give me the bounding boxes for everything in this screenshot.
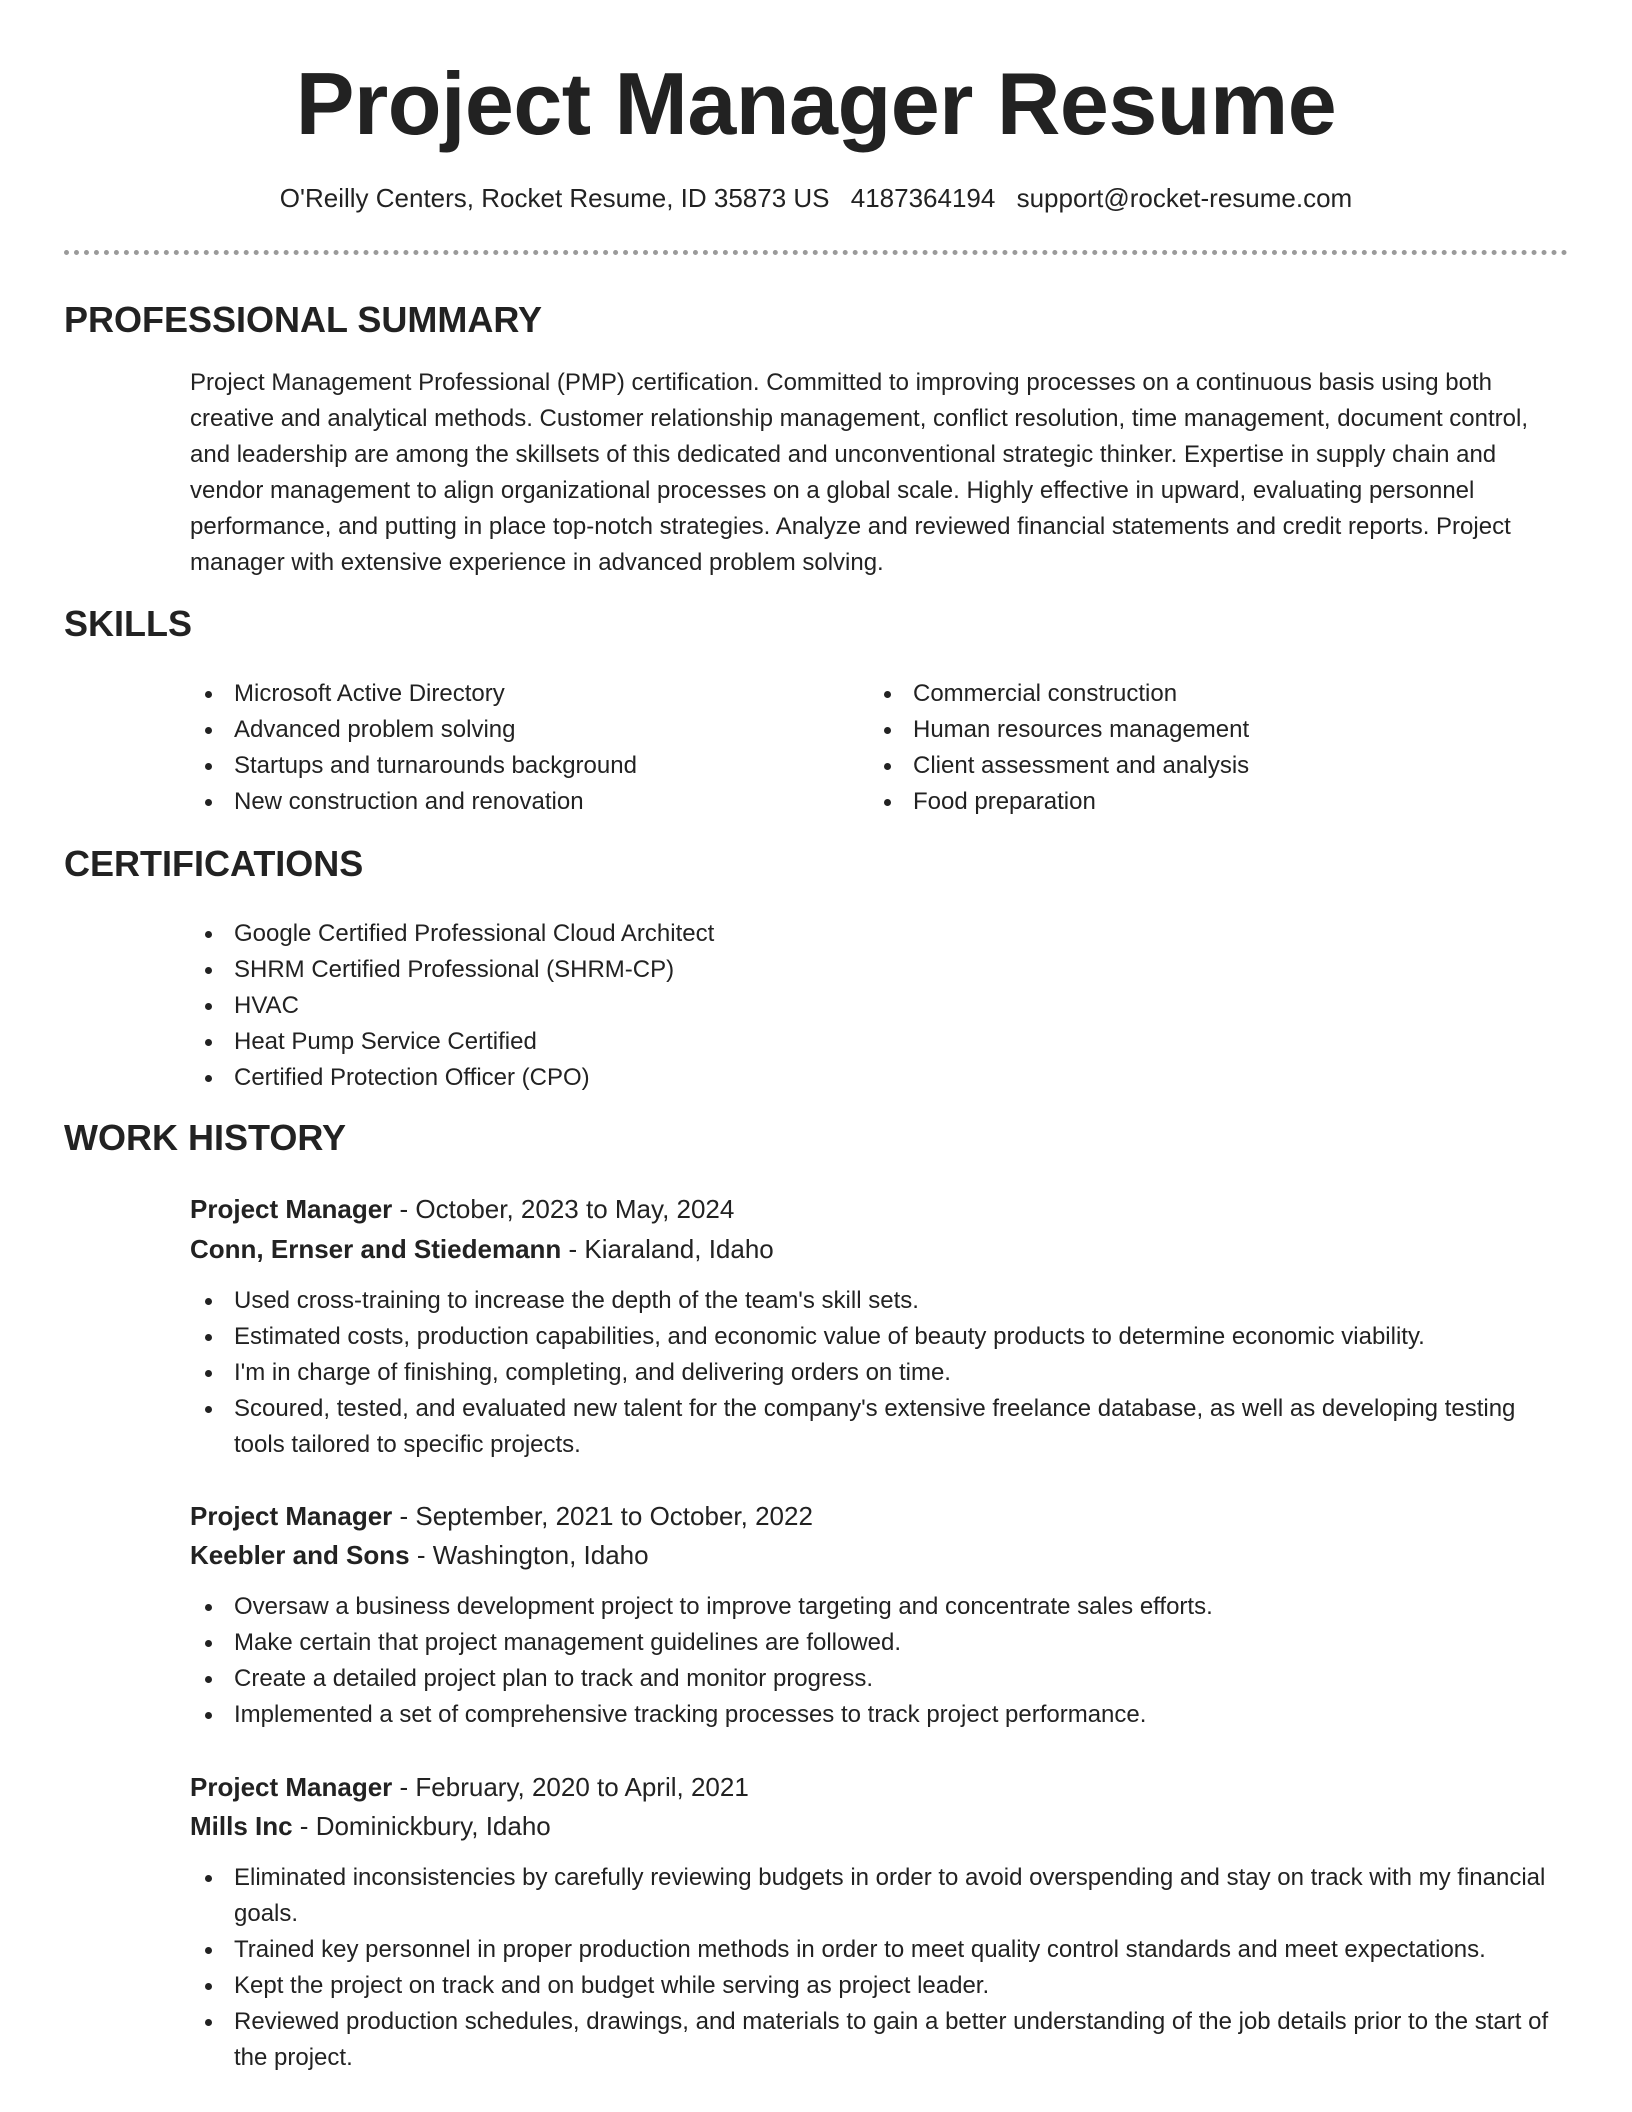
- job-bullet: Scoured, tested, and evaluated new talent for the company's extensive freelance database, as well as developing testing tools tailored to specific projects.: [190, 1391, 1568, 1463]
- work-history-heading: WORK HISTORY: [64, 1117, 347, 1158]
- certification-item: Heat Pump Service Certified: [190, 1024, 1490, 1060]
- job-title-line: Project Manager - September, 2021 to October, 2022: [190, 1501, 813, 1531]
- job-bullets: [190, 1860, 1568, 2076]
- job-location: Dominickbury, Idaho: [315, 1811, 551, 1841]
- contact-email: support@rocket-resume.com: [1016, 183, 1353, 213]
- skill-item: Startups and turnarounds background: [190, 748, 830, 784]
- job-bullet: Eliminated inconsistencies by carefully reviewing budgets in order to avoid overspending and stay on track with my financial goals.: [190, 1860, 1568, 1932]
- certification-item: Google Certified Professional Cloud Architect: [190, 916, 1490, 952]
- certifications-heading: CERTIFICATIONS: [64, 843, 364, 884]
- job-bullet: Oversaw a business development project to improve targeting and concentrate sales efforts.: [190, 1589, 1568, 1625]
- skills-heading: SKILLS: [64, 603, 193, 644]
- job-bullet: Kept the project on track and on budget while serving as project leader.: [190, 1968, 1568, 2004]
- skill-item: Human resources management: [869, 712, 1549, 748]
- job-title-line: Project Manager - October, 2023 to May, 2024: [190, 1194, 735, 1224]
- skill-item: Food preparation: [869, 784, 1549, 820]
- certification-item: SHRM Certified Professional (SHRM-CP): [190, 952, 1490, 988]
- certification-item: HVAC: [190, 988, 1490, 1024]
- skill-item: New construction and renovation: [190, 784, 830, 820]
- skills-list-right: [869, 676, 1549, 820]
- job-bullet: Trained key personnel in proper production methods in order to meet quality control standards and meet expectations.: [190, 1932, 1568, 1968]
- job-bullet: Make certain that project management guidelines are followed.: [190, 1625, 1568, 1661]
- skill-item: Commercial construction: [869, 676, 1549, 712]
- job-title-line: Project Manager - February, 2020 to April, 2021: [190, 1772, 749, 1802]
- job-bullet: Implemented a set of comprehensive tracking processes to track project performance.: [190, 1697, 1568, 1733]
- job-title: Project Manager: [190, 1501, 393, 1531]
- job-company: Mills Inc: [190, 1811, 293, 1841]
- header-divider: [64, 250, 1568, 255]
- job-location: Washington, Idaho: [432, 1540, 649, 1570]
- job-title: Project Manager: [190, 1194, 393, 1224]
- summary-text: Project Management Professional (PMP) certification. Committed to improving processes on a continuous basis using both creative and analytical methods. Customer relationship management, conflict resolution, time management, document control, and leadership are among the skillsets of this dedicated and unconventional strategic thinker. Expertise in supply chain and vendor management to align organizational processes on a global scale. Highly effective in upward, evaluating personnel performance, and putting in place top-notch strategies. Analyze and reviewed financial statements and credit reports. Project manager with extensive experience in advanced problem solving.: [190, 369, 1529, 576]
- job-title: Project Manager: [190, 1772, 393, 1802]
- contact-line: [0, 178, 1632, 218]
- job-dates: February, 2020 to April, 2021: [415, 1772, 749, 1802]
- job-bullet: Create a detailed project plan to track and monitor progress.: [190, 1661, 1568, 1697]
- job-bullets: [190, 1283, 1568, 1463]
- skill-item: Advanced problem solving: [190, 712, 830, 748]
- job-bullets: [190, 1589, 1568, 1733]
- skill-item: Microsoft Active Directory: [190, 676, 830, 712]
- job-company-line: Keebler and Sons - Washington, Idaho: [190, 1540, 649, 1570]
- job-company: Keebler and Sons: [190, 1540, 410, 1570]
- resume-title: Project Manager Resume: [295, 54, 1337, 153]
- contact-phone: 4187364194: [850, 183, 996, 213]
- job-bullet: Used cross-training to increase the depth of the team's skill sets.: [190, 1283, 1568, 1319]
- skills-list-left: [190, 676, 830, 820]
- job-bullet: Estimated costs, production capabilities, and economic value of beauty products to determine economic viability.: [190, 1319, 1568, 1355]
- contact-address: O'Reilly Centers, Rocket Resume, ID 35873 US: [279, 183, 830, 213]
- job-bullet: Reviewed production schedules, drawings, and materials to gain a better understanding of the job details prior to the start of the project.: [190, 2004, 1568, 2076]
- job-bullet: I'm in charge of finishing, completing, and delivering orders on time.: [190, 1355, 1568, 1391]
- job-location: Kiaraland, Idaho: [584, 1234, 774, 1264]
- job-company: Conn, Ernser and Stiedemann: [190, 1234, 562, 1264]
- skill-item: Client assessment and analysis: [869, 748, 1549, 784]
- certifications-list: [190, 916, 1490, 1096]
- job-company-line: Mills Inc - Dominickbury, Idaho: [190, 1811, 551, 1841]
- summary-heading: PROFESSIONAL SUMMARY: [64, 299, 543, 340]
- job-company-line: Conn, Ernser and Stiedemann - Kiaraland, Idaho: [190, 1234, 774, 1264]
- certification-item: Certified Protection Officer (CPO): [190, 1060, 1490, 1096]
- job-dates: September, 2021 to October, 2022: [415, 1501, 813, 1531]
- job-dates: October, 2023 to May, 2024: [415, 1194, 735, 1224]
